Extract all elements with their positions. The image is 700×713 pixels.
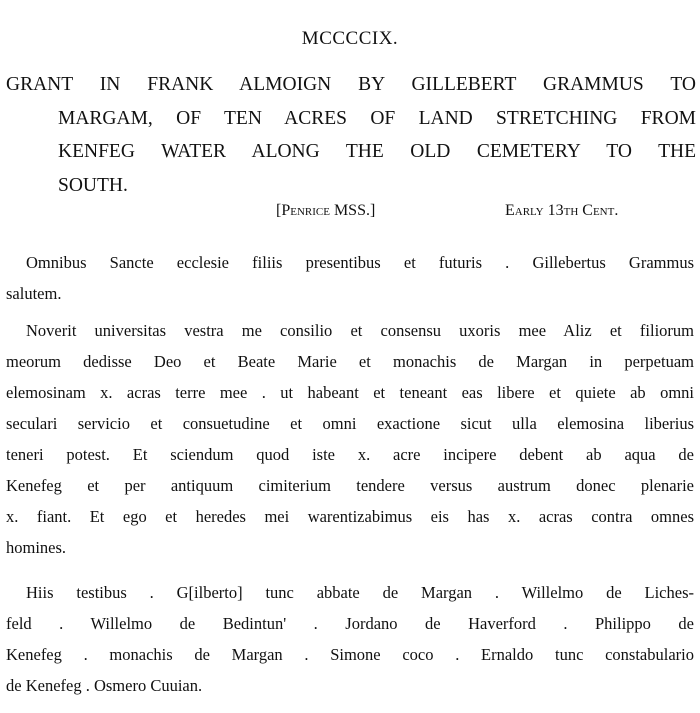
title-line: SOUTH. bbox=[58, 174, 128, 196]
paragraph-grant bbox=[6, 315, 694, 563]
text-line: Hiis testibus . G[ilberto] tunc abbate de Margan . Willelmo de Liches- bbox=[26, 583, 694, 602]
text-line: de Kenefeg . Osmero Cuuian. bbox=[6, 676, 203, 695]
title-line: GRANT IN FRANK ALMOIGN BY GILLEBERT GRAMMUS TO bbox=[6, 74, 696, 95]
title-line: KENFEG WATER ALONG THE OLD CEMETERY TO THE bbox=[58, 141, 696, 162]
title-line: MARGAM, OF TEN ACRES OF LAND STRETCHING FROM bbox=[58, 107, 696, 129]
text-line: Kenefeg et per antiquum cimiterium tendere versus austrum donec plenarie bbox=[6, 476, 694, 495]
text-line: salutem. bbox=[6, 284, 62, 303]
text-line: seculari servicio et consuetudine et omni exactione sicut ulla elemosina liberius bbox=[6, 414, 694, 433]
charter-number: MCCCCIX. bbox=[301, 28, 399, 49]
text-line: Noverit universitas vestra me consilio et consensu uxoris mee Aliz et filiorum bbox=[26, 321, 694, 340]
date-reference: Early 13th Cent. bbox=[505, 202, 619, 219]
text-line: Omnibus Sancte ecclesie filiis presentibus et futuris . Gillebertus Grammus bbox=[26, 253, 694, 272]
source-reference: [Penrice MSS.] bbox=[276, 202, 376, 219]
text-line: Kenefeg . monachis de Margan . Simone coco . Ernaldo tunc constabulario bbox=[6, 645, 694, 664]
text-line: feld . Willelmo de Bedintun' . Jordano de Haverford . Philippo de bbox=[6, 614, 694, 633]
text-line: meorum dedisse Deo et Beate Marie et monachis de Margan in perpetuam bbox=[6, 352, 694, 371]
paragraph-witnesses bbox=[6, 577, 694, 701]
text-line: homines. bbox=[6, 538, 67, 557]
charter-title bbox=[6, 68, 696, 202]
paragraph-address bbox=[6, 247, 694, 309]
text-line: teneri potest. Et sciendum quod iste x. acre incipere debent ab aqua de bbox=[6, 445, 694, 464]
text-line: x. fiant. Et ego et heredes mei warentizabimus eis has x. acras contra omnes bbox=[6, 507, 694, 526]
text-line: elemosinam x. acras terre mee . ut habeant et teneant eas libere et quiete ab omni bbox=[6, 383, 694, 402]
